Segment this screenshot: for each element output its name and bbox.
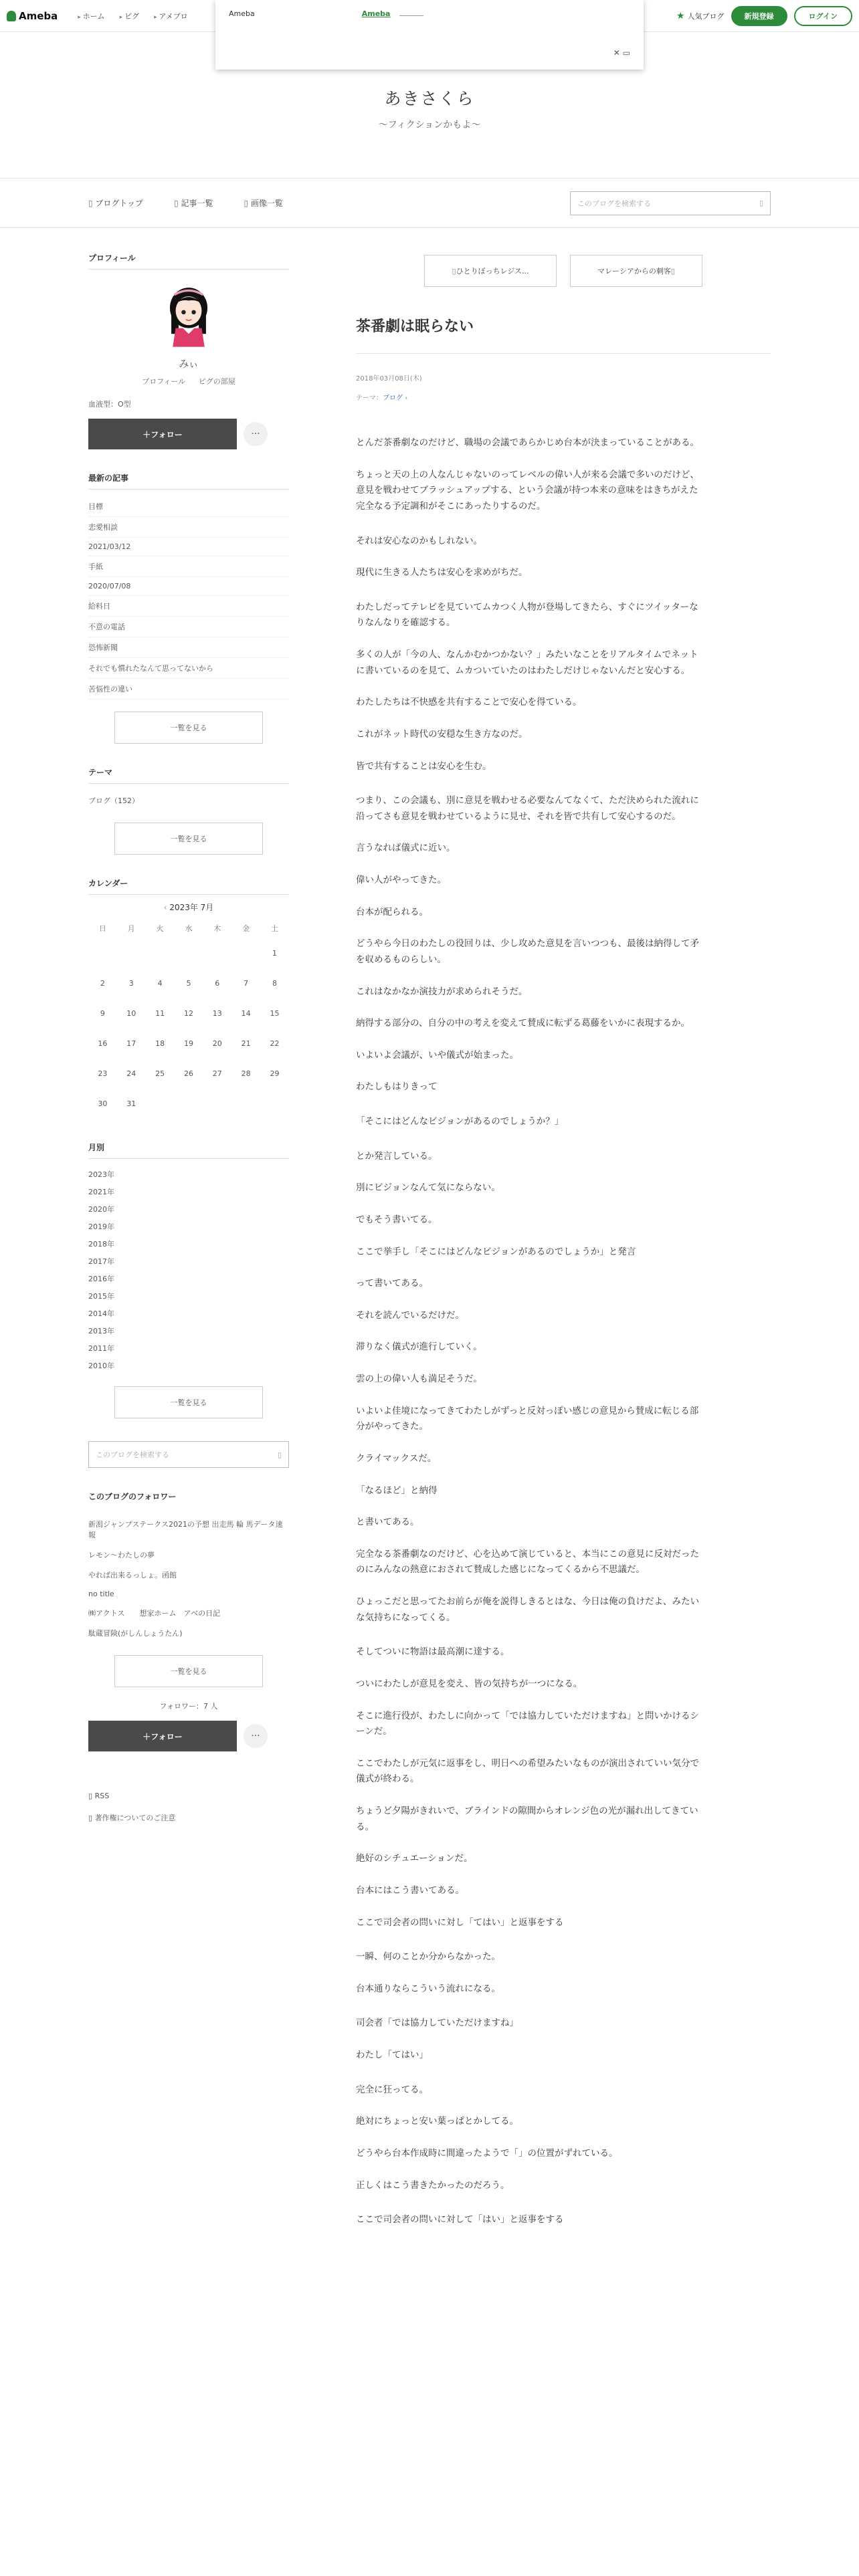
prev-entry-button[interactable]: ▯ ひとりぼっちレジス...	[424, 255, 557, 287]
article-paragraph: これがネット時代の安穏な生き方なのだ。	[356, 728, 528, 740]
calendar-day	[203, 1089, 231, 1119]
archive-year-link[interactable]: 2010年	[88, 1362, 114, 1370]
rss-label: RSS	[94, 1792, 110, 1800]
followers-list	[88, 1514, 289, 1643]
follower-count[interactable]: フォロワー：7 人	[159, 1702, 218, 1711]
article-paragraph: 雲の上の偉い人も満足そうだ。	[356, 1374, 482, 1384]
calendar-day[interactable]: 3	[128, 979, 134, 988]
calendar-day[interactable]: 17	[126, 1039, 136, 1048]
calendar-day	[203, 938, 231, 968]
ad-link[interactable]: Ameba	[361, 9, 391, 18]
theme-see-all-button[interactable]: 一覧を見る	[114, 823, 263, 855]
global-header	[0, 0, 859, 58]
article-theme: テーマ：ブログ ›	[356, 395, 408, 402]
article-paragraph: とんだ茶番劇なのだけど、職場の会議であらかじめ台本が決まっていることがある。	[356, 437, 699, 448]
article-paragraph: そしてついに物語は最高潮に達する。	[356, 1646, 510, 1658]
calendar-day[interactable]: 10	[126, 1009, 136, 1018]
calendar-day[interactable]: 7	[244, 979, 249, 988]
calendar-day[interactable]: 13	[212, 1009, 222, 1018]
blog-search-input[interactable]	[570, 191, 771, 215]
ameba-logo-icon	[7, 11, 16, 21]
article-paragraph: 「なるほど」と納得	[356, 1485, 438, 1496]
article-paragraph: どうやら今日のわたしの役回りは、少し攻めた意見を言いつつも、最後は納得して矛 を収めるものらしい。	[356, 938, 699, 965]
calendar-day[interactable]: 22	[270, 1039, 280, 1048]
calendar-day[interactable]: 31	[126, 1099, 136, 1108]
article-paragraph: 完全なる茶番劇なのだけど、心を込めて演じていると、本当にこの意見に反対だった のにみんなの熱意におされて賛成した感じになってくるから不思議だ。	[356, 1548, 699, 1576]
article-paragraph: わたしもはりきって	[356, 1081, 438, 1093]
article-paragraph: ここで司会者の問いに対して「はい」と返事をする	[356, 2214, 564, 2226]
calendar-day[interactable]: 24	[126, 1069, 136, 1078]
article-paragraph: 司会者「では協力していただけますね」	[356, 2018, 518, 2029]
ameba-logo-text: Ameba	[19, 9, 58, 22]
recent-entry-link[interactable]: 恋愛相談	[88, 517, 289, 538]
calendar-day	[175, 938, 203, 968]
article-paragraph: 言うなれば儀式に近い。	[356, 843, 456, 854]
followers-see-all-button[interactable]: 一覧を見る	[114, 1655, 263, 1687]
search-icon[interactable]: ▯	[277, 1450, 282, 1459]
article-paragraph: でもそう書いてる。	[356, 1214, 438, 1225]
calendar-weekday: 土	[271, 924, 279, 933]
article-paragraph: どうやら台本作成時に間違ったようで「」の位置がずれている。	[356, 2147, 618, 2159]
calendar-day[interactable]: 19	[183, 1039, 193, 1048]
calendar-day[interactable]: 1	[272, 949, 278, 958]
article-paragraph: ちょうど夕陽がきれいで、ブラインドの隙間からオレンジ色の光が漏れ出してきてい る。	[356, 1806, 698, 1832]
theme-link[interactable]: ブログ	[383, 395, 403, 402]
calendar-day[interactable]: 9	[100, 1009, 105, 1018]
nav-blog-top[interactable]: ▯ ブログトップ	[88, 197, 143, 209]
recent-entry-link[interactable]: 手紙	[88, 556, 289, 577]
sidebar-search-placeholder: このブログを検索する	[96, 1451, 169, 1459]
recent-entries-list	[88, 496, 289, 700]
global-nav-home[interactable]: ▸ ホーム	[78, 11, 104, 21]
article-paragraph: いよいよ佳境になってきてわたしがずっと反対っぽい感じの意見から賛成に転じる部 分がやってきた。	[356, 1405, 699, 1432]
article-title[interactable]: 茶番劇は眠らない	[356, 315, 771, 354]
calendar-day	[260, 1089, 289, 1119]
ameba-logo[interactable]	[7, 10, 58, 22]
calendar-day[interactable]: 2	[100, 979, 105, 988]
register-button[interactable]: 新規登録	[731, 6, 787, 26]
monthly-heading: 月別	[88, 1142, 289, 1159]
article-paragraph: 台本通りならこういう流れになる。	[356, 1983, 500, 1994]
calendar-day[interactable]: 14	[241, 1009, 251, 1018]
calendar-day[interactable]: 6	[215, 979, 220, 988]
close-icon[interactable]: ✕ ▭	[613, 48, 630, 58]
calendar-weekday: 金	[242, 924, 250, 933]
recent-entries-heading: 最新の記事	[88, 472, 289, 490]
archive-year-link[interactable]: 2017年	[88, 1257, 114, 1266]
article-paragraph: と書いてある。	[356, 1517, 419, 1528]
archive-year-link[interactable]: 2019年	[88, 1222, 114, 1231]
follower-blog-link[interactable]: 駄蔵冒険(がしんしょうたん)	[88, 1629, 183, 1638]
copyright-link[interactable]: ▯ 著作権についてのご注意	[88, 1814, 176, 1822]
follower-blog-link[interactable]: ㈱アクトス 想家ホーム アベの日記	[88, 1609, 221, 1618]
followers-heading: このブログのフォロワー	[88, 1492, 177, 1501]
ad-underline	[399, 15, 423, 16]
calendar-weekday: 月	[127, 924, 135, 933]
more-options-button[interactable]: ···	[244, 422, 268, 446]
related-entries	[356, 255, 771, 287]
archive-year-link[interactable]: 2013年	[88, 1327, 114, 1335]
archive-year-link[interactable]: 2014年	[88, 1309, 114, 1318]
avatar[interactable]	[153, 278, 225, 350]
ad-popup	[215, 0, 644, 70]
calendar-day	[175, 1089, 203, 1119]
follower-blog-link[interactable]: no title	[88, 1590, 114, 1598]
article-paragraph: ちょっと天の上の人なんじゃないのってレベルの偉い人が来る会議で多いのだけど、 意見を戦わせてブラッシュアップする、という会議が持つ本来の意味をはきちがえた 完全なる予定調和がそこにあったりするのだ。	[356, 469, 699, 512]
article-paragraph: 多くの人が「今の人、なんかむかつかない？」みたいなことをリアルタイムでネット に書いているのを見て、ムカついていたのはわたしだけじゃないんだと安心する。	[356, 649, 698, 676]
recent-entry-link[interactable]: 目標	[88, 496, 289, 517]
article-paragraph: いよいよ会議が、いや儀式が始まった。	[356, 1049, 518, 1061]
global-nav-pigg[interactable]: ▸ ピグ	[120, 11, 139, 21]
calendar-heading: カレンダー	[88, 877, 289, 895]
calendar-day[interactable]: 28	[241, 1069, 251, 1078]
archive-year-link[interactable]: 2020年	[88, 1205, 114, 1214]
blood-type: 血液型：O型	[88, 400, 131, 409]
recent-see-all-button[interactable]: 一覧を見る	[114, 712, 263, 744]
article-paragraph: わたし「てはい」	[356, 2050, 428, 2060]
sidebar-search-input[interactable]	[88, 1441, 289, 1468]
calendar-day	[146, 938, 175, 968]
article-paragraph: それを読んでいるだけだ。	[356, 1309, 464, 1321]
follower-blog-link[interactable]: 新潟ジャンプステークス2021の予想 出走馬 輪 馬データ速報	[88, 1520, 283, 1539]
sidebar	[88, 228, 289, 2244]
calendar-day[interactable]: 11	[155, 1009, 165, 1018]
calendar-day[interactable]: 30	[98, 1099, 108, 1108]
blog-subtitle: 〜フィクションかもよ〜	[378, 120, 481, 130]
article-paragraph: って書いてある。	[356, 1278, 428, 1289]
article-paragraph: 絶対にちょっと安い葉っぱとかしてる。	[356, 2116, 518, 2127]
blog-nav	[0, 179, 859, 228]
archive-year-link[interactable]: 2016年	[88, 1275, 114, 1283]
calendar-day[interactable]: 5	[186, 979, 191, 988]
calendar-day[interactable]: 26	[183, 1069, 193, 1078]
search-icon[interactable]: ▯	[759, 199, 763, 207]
article-paragraph: クライマックスだ。	[356, 1453, 437, 1464]
article-paragraph: 絶好のシチュエーションだ。	[356, 1853, 473, 1864]
profile-name[interactable]: みぃ	[179, 358, 199, 370]
calendar	[88, 918, 289, 1119]
follow-button-bottom[interactable]: ＋フォロー	[88, 1721, 237, 1751]
calendar-weekday: 水	[185, 924, 193, 933]
calendar-day[interactable]: 27	[212, 1069, 222, 1078]
article-paragraph: ここでわたしが元気に返事をし、明日への希望みたいなものが演出されていい気分で 儀式が終わる。	[356, 1757, 699, 1785]
global-nav	[78, 11, 188, 21]
calendar-day[interactable]: 15	[270, 1009, 280, 1018]
calendar-day[interactable]: 18	[155, 1039, 165, 1048]
article-paragraph: わたしだってテレビを見ていてムカつく人物が登場してきたら、すぐにツイッターな りなんなりを確認する。	[356, 601, 698, 629]
nav-image-list[interactable]: ▯ 画像一覧	[244, 197, 283, 209]
ad-label: Ameba	[229, 9, 255, 18]
calendar-day[interactable]: 20	[212, 1039, 222, 1048]
article-paragraph: つまり、この会議も、別に意見を戦わせる必要なんてなくて、ただ決められた流れに 沿ってさも意見を戦わせているように見せ、それを皆で共有して安心するのだ。	[356, 795, 699, 822]
monthly-see-all-button[interactable]: 一覧を見る	[114, 1386, 263, 1418]
calendar-day[interactable]: 23	[98, 1069, 108, 1078]
calendar-day[interactable]: 16	[98, 1039, 108, 1048]
more-options-button-bottom[interactable]: ···	[244, 1724, 268, 1748]
theme-item-blog[interactable]: ブログ（152）	[88, 796, 139, 805]
calendar-weekday: 木	[213, 924, 221, 933]
calendar-day	[231, 1089, 260, 1119]
recent-entry-link[interactable]: 2020/07/08	[88, 577, 289, 596]
archive-year-link[interactable]: 2023年	[88, 1170, 114, 1179]
article-paragraph: ここで挙手し「そこにはどんなビジョンがあるのでしょうか」と発言	[356, 1246, 636, 1257]
search-placeholder: このブログを検索する	[577, 199, 651, 208]
article-paragraph: 「そこにはどんなビジョンがあるのでしょうか？」	[356, 1116, 564, 1127]
article-paragraph: 別にビジョンなんて気にならない。	[356, 1182, 500, 1194]
article-paragraph: 納得する部分の、自分の中の考えを変えて賛成に転ずる葛藤をいかに表現するか。	[356, 1018, 690, 1029]
calendar-day[interactable]: 12	[183, 1009, 193, 1018]
article-paragraph: 一瞬、何のことか分からなかった。	[356, 1951, 500, 1963]
article-paragraph: ここで司会者の問いに対し「てはい」と返事をする	[356, 1917, 564, 1928]
archive-year-link[interactable]: 2011年	[88, 1344, 114, 1353]
article-body	[356, 435, 771, 2228]
recent-entry-link[interactable]: 不意の電話	[88, 617, 289, 637]
pigg-room-link[interactable]: ピグの部屋	[198, 377, 235, 386]
article-paragraph: それは安心なのかもしれない。	[356, 535, 482, 546]
article-paragraph: これはなかなか演技力が求められそうだ。	[356, 986, 528, 997]
monthly-archive-list	[88, 1166, 289, 1374]
calendar-day[interactable]: 4	[157, 979, 163, 988]
follow-button[interactable]: ＋フォロー	[88, 419, 237, 449]
calendar-weekday: 日	[98, 924, 106, 933]
calendar-day	[117, 938, 146, 968]
calendar-day[interactable]: 29	[270, 1069, 280, 1078]
archive-year-link[interactable]: 2021年	[88, 1188, 114, 1196]
popular-blog-label: 人気ブログ	[687, 11, 725, 21]
calendar-day[interactable]: 25	[155, 1069, 165, 1078]
archive-year-link[interactable]: 2018年	[88, 1240, 114, 1249]
rss-link[interactable]: ▯ RSS	[88, 1792, 110, 1800]
theme-label: テーマ：	[356, 395, 383, 402]
calendar-day	[88, 938, 117, 968]
theme-heading: テーマ	[88, 766, 289, 784]
follower-blog-link[interactable]: やれば出来るっしょ。函館	[88, 1571, 177, 1580]
profile-link[interactable]: プロフィール	[142, 377, 186, 386]
article-paragraph: 滞りなく儀式が進行していく。	[356, 1341, 482, 1353]
article	[356, 228, 771, 2244]
recent-entry-link[interactable]: 2021/03/12	[88, 538, 289, 556]
global-nav-ameblo[interactable]: ▸ アメブロ	[154, 11, 188, 21]
article-paragraph: そこに進行役が、わたしに向かって「では協力していただけますね」と問いかけるシ ーンだ。	[356, 1710, 699, 1737]
nav-entry-list[interactable]: ▯ 記事一覧	[174, 197, 213, 209]
article-date: 2018年03月08日(木)	[356, 375, 422, 383]
article-paragraph: とか発言している。	[356, 1150, 438, 1162]
article-paragraph: 正しくはこう書きたかったのだろう。	[356, 2179, 510, 2191]
article-paragraph: 現代に生きる人たちは安心を求めがちだ。	[356, 567, 528, 578]
article-paragraph: わたしたちは不快感を共有することで安心を得ている。	[356, 697, 582, 708]
profile-heading: プロフィール	[88, 252, 289, 270]
calendar-day[interactable]: 8	[272, 979, 278, 988]
article-paragraph: ついにわたしが意見を変え、皆の気持ちが一つになる。	[356, 1678, 583, 1689]
recent-entry-link[interactable]: 苦悩性の違い	[88, 679, 289, 700]
login-button[interactable]: ログイン	[794, 6, 852, 26]
article-paragraph: 偉い人がやってきた。	[356, 875, 446, 885]
calendar-day	[231, 938, 260, 968]
blog-title[interactable]: あきさくら	[384, 89, 475, 108]
article-paragraph: 完全に狂ってる。	[356, 2084, 428, 2095]
article-paragraph: ひょっこだと思ってたお前らが俺を説得しきるとはな、今日は俺の負けだよ、みたい な気持ちになってくる。	[356, 1596, 699, 1623]
calendar-month: ‹ 2023年 7月	[88, 901, 289, 913]
next-entry-button[interactable]: マレーシアからの刺客 ▯	[570, 255, 702, 287]
star-icon: ★	[676, 10, 685, 21]
article-paragraph: 台本にはこう書いてある。	[356, 1885, 464, 1896]
follower-blog-link[interactable]: レモン〜わたしの夢	[88, 1551, 155, 1560]
calendar-weekday: 火	[156, 924, 164, 933]
article-paragraph: 皆で共有することは安心を生む。	[356, 760, 492, 772]
archive-year-link[interactable]: 2015年	[88, 1292, 114, 1301]
calendar-day	[146, 1089, 175, 1119]
recent-entry-link[interactable]: 恐怖新聞	[88, 637, 289, 658]
recent-entry-link[interactable]: 給料日	[88, 596, 289, 617]
popular-blog-link[interactable]	[676, 11, 725, 21]
copyright-label: 著作権についてのご注意	[94, 1814, 176, 1822]
recent-entry-link[interactable]: それでも慣れたなんて思ってないから	[88, 658, 289, 679]
article-paragraph: 台本が配られる。	[356, 906, 428, 918]
calendar-day[interactable]: 21	[241, 1039, 251, 1048]
